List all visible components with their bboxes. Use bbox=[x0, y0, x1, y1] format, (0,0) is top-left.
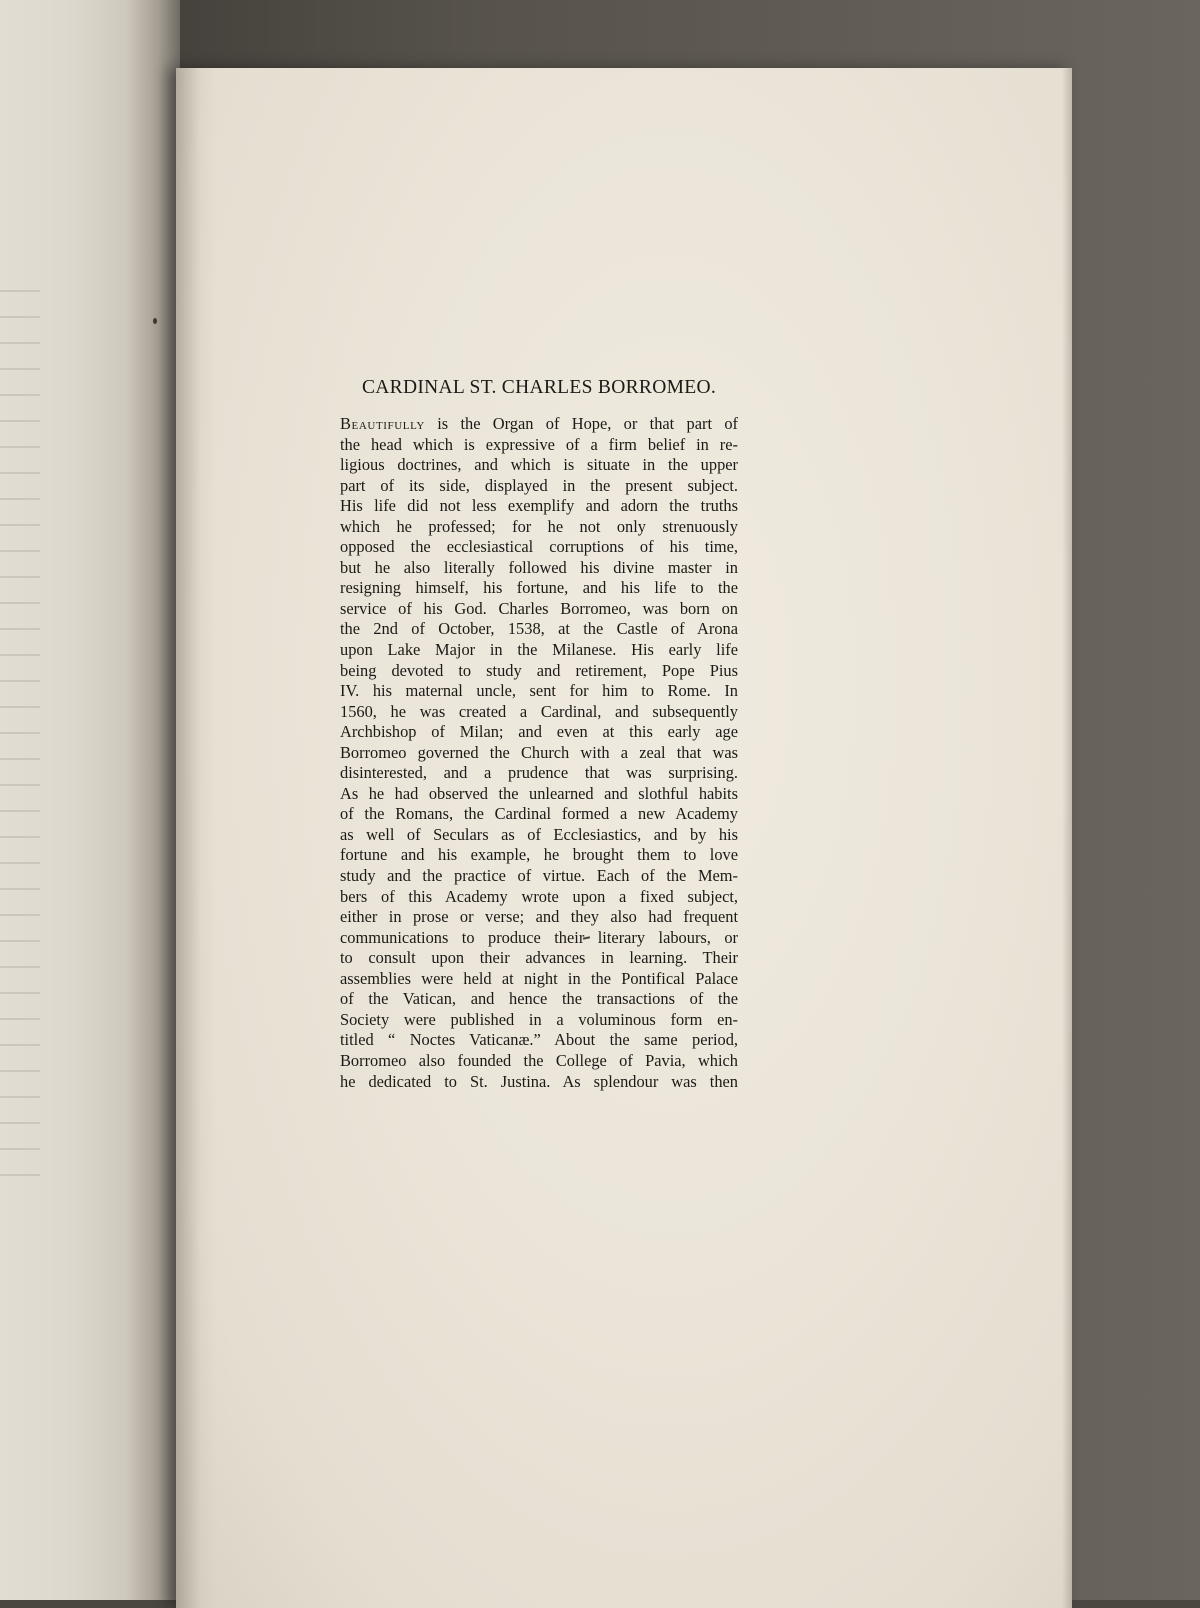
text-line: fortune and his example, he brought them to love bbox=[340, 845, 738, 865]
text-line: Society were published in a voluminous form en- bbox=[340, 1009, 738, 1029]
text-line: As he had observed the unlearned and slothful habits bbox=[340, 783, 738, 803]
text-line: which he professed; for he not only strenuously bbox=[340, 516, 738, 536]
text-line: as well of Seculars as of Ecclesiastics, and by his bbox=[340, 824, 738, 844]
text-line: he dedicated to St. Justina. As splendour was then bbox=[340, 1071, 738, 1091]
text-line: bers of this Academy wrote upon a fixed subject, bbox=[340, 886, 738, 906]
text-line: being devoted to study and retirement, Pope Pius bbox=[340, 660, 738, 680]
text-line: 1560, he was created a Cardinal, and subsequently bbox=[340, 701, 738, 721]
facing-page-text-shadow bbox=[0, 290, 40, 1190]
text-line-rest: is the Organ of Hope, or that part of bbox=[424, 414, 738, 433]
article-title: CARDINAL ST. CHARLES BORROMEO. bbox=[361, 377, 717, 398]
facing-page bbox=[0, 0, 180, 1600]
text-line bbox=[340, 414, 738, 435]
text-line: communications to produce their literary labours, or bbox=[340, 927, 738, 947]
text-line: part of its side, displayed in the present subject. bbox=[340, 475, 738, 495]
drop-word: Beautifully bbox=[340, 414, 425, 433]
text-line: but he also literally followed his divine master in bbox=[340, 557, 738, 577]
text-line: service of his God. Charles Borromeo, was born on bbox=[340, 598, 738, 618]
text-line: disinterested, and a prudence that was surprising. bbox=[340, 763, 738, 783]
text-line: opposed the ecclesiastical corruptions of his time, bbox=[340, 537, 738, 557]
text-line: the head which is expressive of a firm belief in re- bbox=[340, 434, 738, 454]
text-line: assemblies were held at night in the Pontifical Palace bbox=[340, 968, 738, 988]
text-line: ligious doctrines, and which is situate in the upper bbox=[340, 455, 738, 475]
text-line: to consult upon their advances in learning. Their bbox=[340, 948, 738, 968]
text-line: resigning himself, his fortune, and his life to the bbox=[340, 578, 738, 598]
text-line: study and the practice of virtue. Each of the Mem- bbox=[340, 866, 738, 886]
text-line: IV. his maternal uncle, sent for him to Rome. In bbox=[340, 681, 738, 701]
page-edge-shadow bbox=[1062, 68, 1072, 1608]
text-line: His life did not less exemplify and adorn the truths bbox=[340, 496, 738, 516]
text-line: either in prose or verse; and they also had frequent bbox=[340, 907, 738, 927]
text-line: Borromeo governed the Church with a zeal that was bbox=[340, 742, 738, 762]
text-line: the 2nd of October, 1538, at the Castle of Arona bbox=[340, 619, 738, 639]
text-line: of the Vatican, and hence the transactions of the bbox=[340, 989, 738, 1009]
text-line: of the Romans, the Cardinal formed a new Academy bbox=[340, 804, 738, 824]
article-body bbox=[340, 414, 738, 1092]
text-line: Borromeo also founded the College of Pavia, which bbox=[340, 1050, 738, 1070]
paper-speck bbox=[153, 318, 157, 324]
page-gutter-shadow bbox=[176, 68, 216, 1608]
text-line: upon Lake Major in the Milanese. His early life bbox=[340, 640, 738, 660]
article bbox=[340, 374, 738, 1092]
text-line: titled “ Noctes Vaticanæ.” About the same period, bbox=[340, 1030, 738, 1050]
text-line: Archbishop of Milan; and even at this early age bbox=[340, 722, 738, 742]
